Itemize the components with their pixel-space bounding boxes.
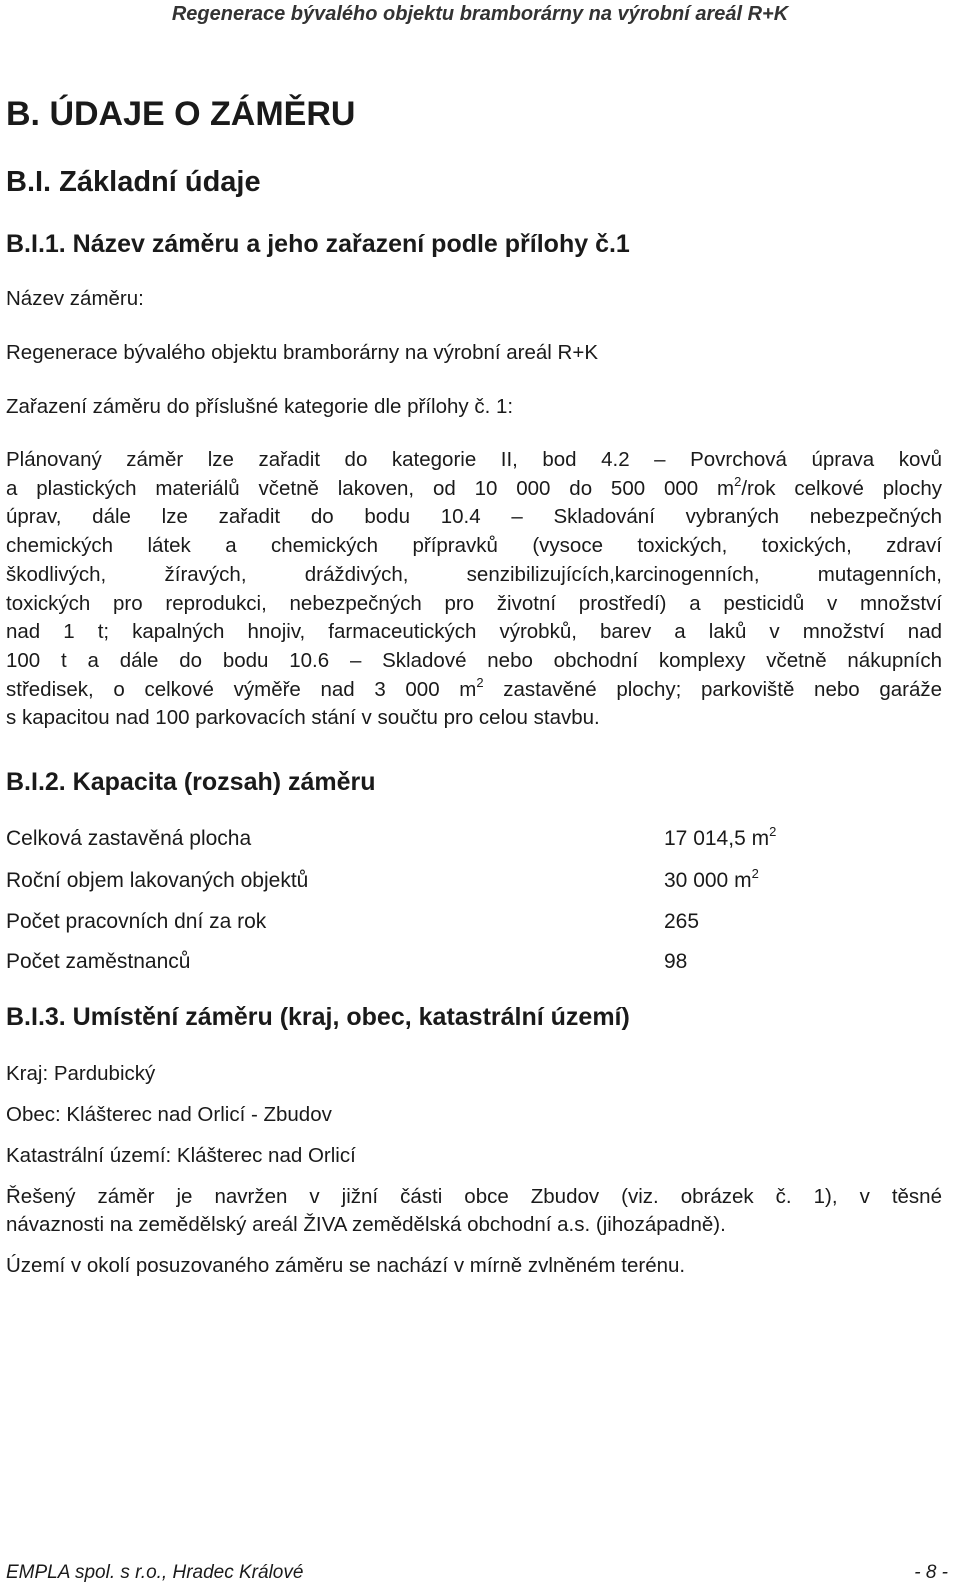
region-text: Kraj: Pardubický [6,1062,156,1085]
heading-b-i-1: B.I.1. Název záměru a jeho zařazení podle přílohy č.1 [6,230,630,258]
footer-company: EMPLA spol. s r.o., Hradec Králové [6,1562,304,1583]
running-header: Regenerace bývalého objektu bramborárny na výrobní areál R+K [171,3,789,25]
paragraph-line: toxických pro reprodukci, nebezpečných pro životní prostředí) a pesticidů v množství [6,591,942,615]
capacity-label: Celková zastavěná plocha [6,827,252,850]
capacity-value: 30 000 $m^2$ [664,866,759,892]
capacity-value: 98 [664,950,688,973]
capacity-row [6,866,950,899]
project-name-label: Název záměru: [6,287,144,310]
heading-b-i-3: B.I.3. Umístění záměru (kraj, obec, katastrální území) [6,1003,630,1031]
capacity-label: Počet pracovních dní za rok [6,910,267,933]
paragraph-line: nad 1 t; kapalných hnojiv, farmaceutických výrobků, barev a laků v množství nad [6,620,942,644]
paragraph-line: 100 t a dále do bodu 10.6 – Skladové nebo obchodní komplexy včetně nákupních [6,648,942,672]
capacity-row [6,824,950,857]
capacity-row [6,950,950,980]
paragraph-line: a plastických materiálů včetně lakoven, od 10 000 do 500 000 $m^2$/rok celkové plochy [6,473,942,500]
paragraph-line: návaznosti na zemědělský areál ŽIVA zemědělská obchodní a.s. (jihozápadně). [6,1213,726,1236]
capacity-label: Počet zaměstnanců [6,950,191,973]
municipality-text: Obec: Klášterec nad Orlicí - Zbudov [6,1103,332,1126]
paragraph-line: Plánovaný záměr lze zařadit do kategorie II, bod 4.2 – Povrchová úprava kovů [6,448,942,471]
category-label: Zařazení záměru do příslušné kategorie dle přílohy č. 1: [6,395,514,418]
paragraph-line: středisek, o celkové výměře nad 3 000 $m^2$ zastavěné plochy; parkoviště nebo garáže [6,674,942,701]
section-subtitle: B.I. Základní údaje [6,166,261,198]
paragraph-line: Řešený záměr je navržen v jižní části obce Zbudov (viz. obrázek č. 1), v těsné [6,1185,942,1208]
capacity-value: 17 014,5 $m^2$ [664,824,777,850]
capacity-value: 265 [664,910,700,933]
capacity-label: Roční objem lakovaných objektů [6,869,309,892]
project-name-value: Regenerace bývalého objektu bramborárny na výrobní areál R+K [6,341,598,364]
capacity-row [6,910,950,940]
paragraph-line: škodlivých, žíravých, dráždivých, senzibilizujících,karcinogenních, mutagenních, [6,562,942,586]
footer-page-number: - 8 - [914,1562,948,1583]
heading-b-i-2: B.I.2. Kapacita (rozsah) záměru [6,768,376,796]
cadastral-text: Katastrální území: Klášterec nad Orlicí [6,1144,356,1167]
paragraph-line: chemických látek a chemických přípravků (vysoce toxických, toxických, zdraví [6,534,942,558]
location-paragraph [6,1183,942,1239]
paragraph-line: úprav, dále lze zařadit do bodu 10.4 – Skladování vybraných nebezpečných [6,505,942,529]
category-paragraph [6,446,942,733]
paragraph-line: s kapacitou nad 100 parkovacích stání v součtu pro celou stavbu. [6,706,600,730]
terrain-text: Území v okolí posuzovaného záměru se nachází v mírně zvlněném terénu. [6,1254,686,1277]
section-title: B. ÚDAJE O ZÁMĚRU [6,95,356,133]
